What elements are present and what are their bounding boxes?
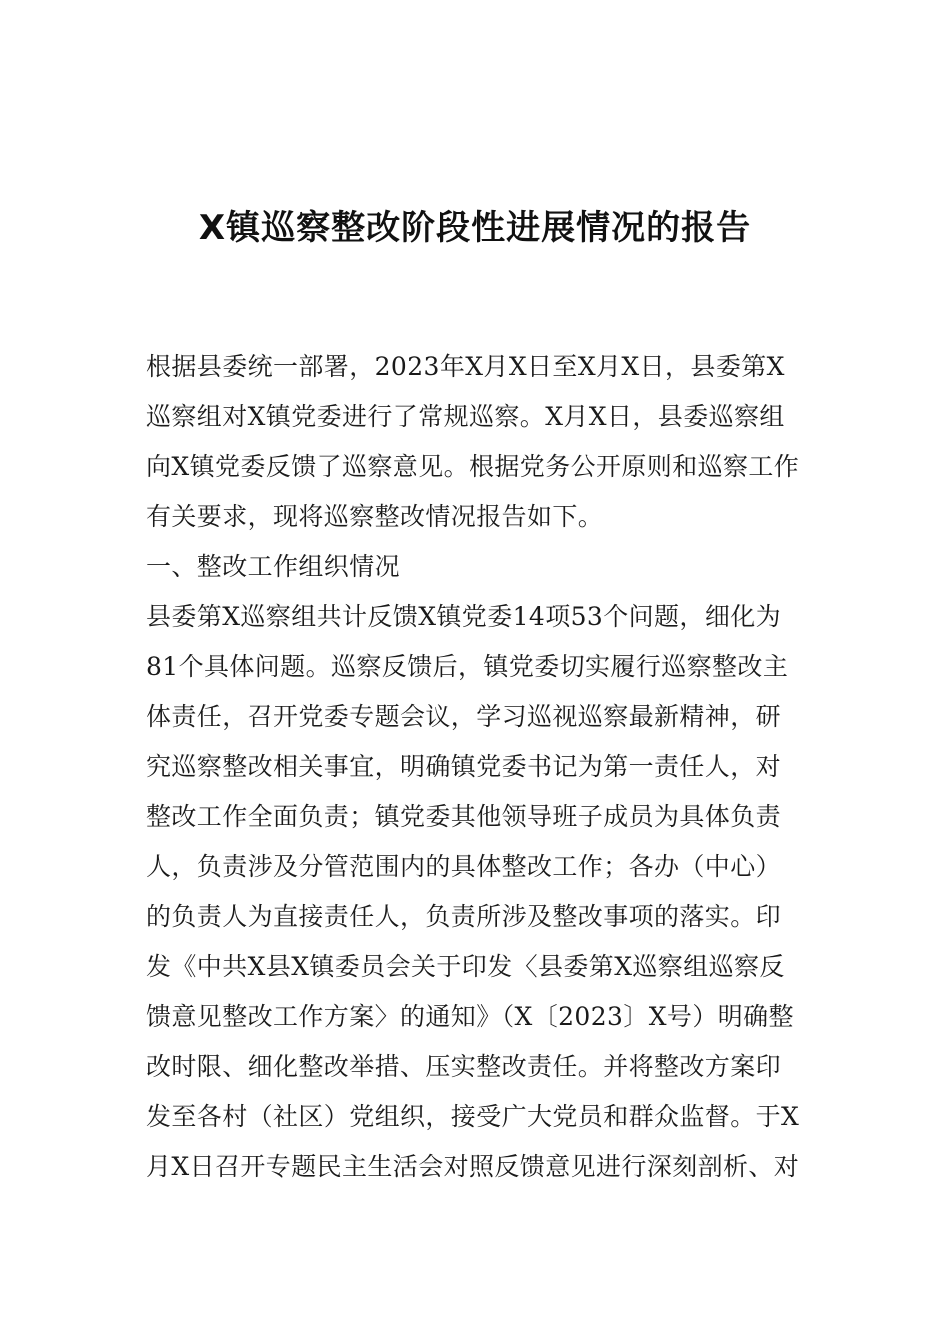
body-line: 改时限、细化整改举措、压实整改责任。并将整改方案印	[146, 1052, 782, 1081]
body-line: 81个具体问题。巡察反馈后，镇党委切实履行巡察整改主	[146, 652, 789, 681]
document-body	[146, 342, 818, 1192]
document-title: X镇巡察整改阶段性进展情况的报告	[198, 208, 752, 248]
body-line: 的负责人为直接责任人，负责所涉及整改事项的落实。印	[146, 902, 782, 931]
body-line: 馈意见整改工作方案〉的通知》（X〔2023〕X号）明确整	[146, 1002, 794, 1031]
body-line: 人，负责涉及分管范围内的具体整改工作；各办（中心）	[146, 852, 782, 881]
body-line: 整改工作全面负责；镇党委其他领导班子成员为具体负责	[146, 802, 782, 831]
body-line: 发《中共X县X镇委员会关于印发〈县委第X巡察组巡察反	[146, 952, 785, 981]
body-line: 发至各村（社区）党组织，接受广大党员和群众监督。于X	[146, 1102, 800, 1131]
body-line: 体责任，召开党委专题会议，学习巡视巡察最新精神，研	[146, 702, 782, 731]
body-line: 巡察组对X镇党委进行了常规巡察。X月X日，县委巡察组	[146, 402, 785, 431]
body-line: 县委第X巡察组共计反馈X镇党委14项53个问题，细化为	[146, 602, 782, 631]
body-line: 究巡察整改相关事宜，明确镇党委书记为第一责任人，对	[146, 752, 782, 781]
section-heading: 一、整改工作组织情况	[146, 552, 401, 581]
body-line: 根据县委统一部署，2023年X月X日至X月X日，县委第X	[146, 352, 785, 381]
body-line: 有关要求，现将巡察整改情况报告如下。	[146, 502, 604, 531]
body-line: 向X镇党委反馈了巡察意见。根据党务公开原则和巡察工作	[146, 452, 800, 481]
body-line: 月X日召开专题民主生活会对照反馈意见进行深刻剖析、对	[146, 1152, 800, 1181]
